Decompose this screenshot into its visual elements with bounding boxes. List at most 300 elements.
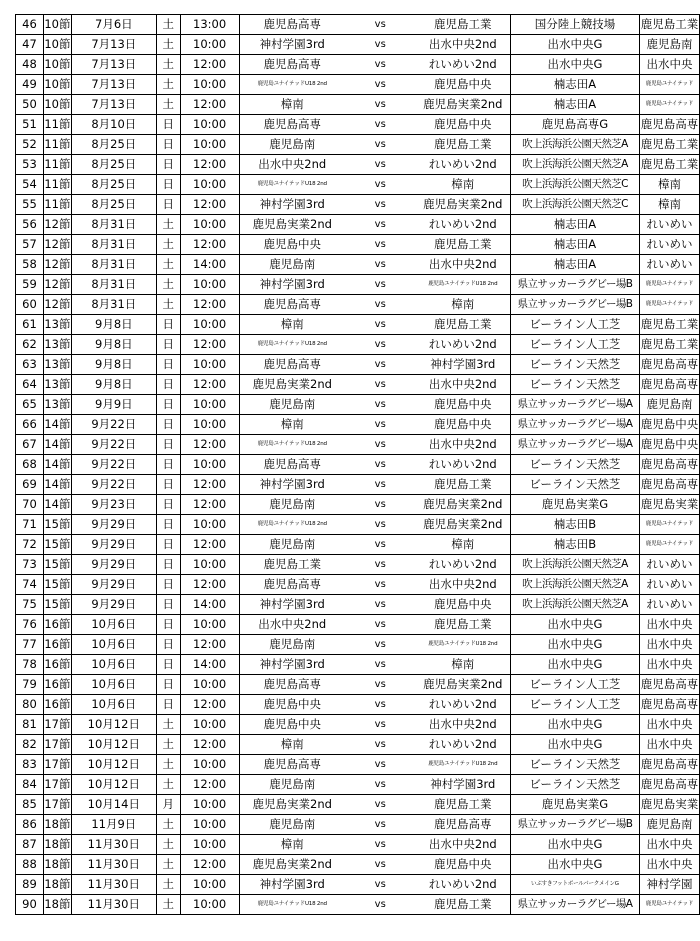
- home-team-cell: 鹿児島南: [239, 135, 345, 155]
- vs-label-cell: vs: [345, 755, 416, 775]
- away-team-cell: 出水中央2nd: [416, 35, 511, 55]
- match-number-cell: 54: [16, 175, 44, 195]
- date-cell: 9月22日: [71, 415, 156, 435]
- venue-cell: 鹿児島高専G: [511, 115, 640, 135]
- away-team-cell: 鹿児島工業: [416, 15, 511, 35]
- vs-label-cell: vs: [345, 255, 416, 275]
- match-number-cell: 68: [16, 455, 44, 475]
- home-team-cell: 鹿児島実業2nd: [239, 375, 345, 395]
- round-cell: 10節: [43, 15, 71, 35]
- home-team-cell: 鹿児島高専: [239, 15, 345, 35]
- kickoff-time-cell: 12:00: [180, 375, 239, 395]
- match-number-cell: 86: [16, 815, 44, 835]
- away-team-cell: 鹿児島工業: [416, 135, 511, 155]
- weekday-cell: 土: [156, 255, 180, 275]
- vs-label-cell: vs: [345, 575, 416, 595]
- table-row: [16, 675, 700, 695]
- home-team-cell: 鹿児島南: [239, 395, 345, 415]
- home-team-cell: 鹿児島南: [239, 255, 345, 275]
- date-cell: 11月30日: [71, 875, 156, 895]
- weekday-cell: 日: [156, 675, 180, 695]
- away-team-cell: 鹿児島ユナイテッドU18 2nd: [416, 755, 511, 775]
- vs-label-cell: vs: [345, 235, 416, 255]
- weekday-cell: 土: [156, 735, 180, 755]
- vs-label-cell: vs: [345, 815, 416, 835]
- host-school-cell: 出水中央: [639, 735, 699, 755]
- host-school-cell: 鹿児島ユナイテッド: [639, 95, 699, 115]
- home-team-cell: 鹿児島高専: [239, 355, 345, 375]
- venue-cell: ビーライン天然芝: [511, 375, 640, 395]
- weekday-cell: 日: [156, 655, 180, 675]
- table-row: [16, 435, 700, 455]
- kickoff-time-cell: 13:00: [180, 15, 239, 35]
- host-school-cell: 鹿児島ユナイテッド: [639, 515, 699, 535]
- host-school-cell: 出水中央: [639, 615, 699, 635]
- venue-cell: ビーライン人工芝: [511, 315, 640, 335]
- date-cell: 10月6日: [71, 635, 156, 655]
- vs-label-cell: vs: [345, 655, 416, 675]
- round-cell: 15節: [43, 535, 71, 555]
- weekday-cell: 土: [156, 815, 180, 835]
- kickoff-time-cell: 10:00: [180, 455, 239, 475]
- round-cell: 15節: [43, 595, 71, 615]
- venue-cell: ビーライン人工芝: [511, 335, 640, 355]
- round-cell: 18節: [43, 895, 71, 915]
- host-school-cell: 鹿児島工業: [639, 335, 699, 355]
- weekday-cell: 土: [156, 55, 180, 75]
- weekday-cell: 日: [156, 695, 180, 715]
- host-school-cell: 鹿児島実業: [639, 795, 699, 815]
- away-team-cell: 鹿児島工業: [416, 795, 511, 815]
- round-cell: 16節: [43, 635, 71, 655]
- away-team-cell: れいめい2nd: [416, 155, 511, 175]
- vs-label-cell: vs: [345, 415, 416, 435]
- date-cell: 7月13日: [71, 35, 156, 55]
- host-school-cell: 鹿児島工業: [639, 135, 699, 155]
- host-school-cell: 鹿児島中央: [639, 415, 699, 435]
- host-school-cell: 鹿児島ユナイテッド: [639, 275, 699, 295]
- vs-label-cell: vs: [345, 355, 416, 375]
- weekday-cell: 日: [156, 435, 180, 455]
- home-team-cell: 鹿児島高専: [239, 455, 345, 475]
- match-number-cell: 64: [16, 375, 44, 395]
- venue-cell: 吹上浜海浜公園天然芝A: [511, 135, 640, 155]
- vs-label-cell: vs: [345, 675, 416, 695]
- vs-label-cell: vs: [345, 715, 416, 735]
- match-number-cell: 56: [16, 215, 44, 235]
- home-team-cell: 神村学園3rd: [239, 195, 345, 215]
- home-team-cell: 出水中央2nd: [239, 155, 345, 175]
- vs-label-cell: vs: [345, 855, 416, 875]
- host-school-cell: 出水中央: [639, 715, 699, 735]
- venue-cell: 出水中央G: [511, 655, 640, 675]
- date-cell: 10月12日: [71, 715, 156, 735]
- away-team-cell: 出水中央2nd: [416, 435, 511, 455]
- round-cell: 10節: [43, 75, 71, 95]
- kickoff-time-cell: 10:00: [180, 415, 239, 435]
- kickoff-time-cell: 12:00: [180, 295, 239, 315]
- date-cell: 9月29日: [71, 555, 156, 575]
- kickoff-time-cell: 10:00: [180, 795, 239, 815]
- away-team-cell: 鹿児島中央: [416, 415, 511, 435]
- round-cell: 15節: [43, 555, 71, 575]
- round-cell: 16節: [43, 695, 71, 715]
- round-cell: 13節: [43, 315, 71, 335]
- venue-cell: ビーライン天然芝: [511, 455, 640, 475]
- venue-cell: 県立サッカーラグビー場A: [511, 435, 640, 455]
- away-team-cell: 樟南: [416, 535, 511, 555]
- kickoff-time-cell: 12:00: [180, 155, 239, 175]
- round-cell: 14節: [43, 475, 71, 495]
- host-school-cell: 樟南: [639, 175, 699, 195]
- home-team-cell: 鹿児島南: [239, 535, 345, 555]
- venue-cell: ビーライン天然芝: [511, 755, 640, 775]
- table-row: [16, 195, 700, 215]
- round-cell: 18節: [43, 835, 71, 855]
- host-school-cell: 鹿児島工業: [639, 15, 699, 35]
- date-cell: 10月12日: [71, 755, 156, 775]
- weekday-cell: 日: [156, 395, 180, 415]
- home-team-cell: 鹿児島高専: [239, 115, 345, 135]
- kickoff-time-cell: 10:00: [180, 315, 239, 335]
- vs-label-cell: vs: [345, 15, 416, 35]
- kickoff-time-cell: 14:00: [180, 595, 239, 615]
- match-number-cell: 90: [16, 895, 44, 915]
- weekday-cell: 日: [156, 315, 180, 335]
- table-row: [16, 555, 700, 575]
- host-school-cell: 樟南: [639, 195, 699, 215]
- match-number-cell: 80: [16, 695, 44, 715]
- home-team-cell: 神村学園3rd: [239, 595, 345, 615]
- match-number-cell: 52: [16, 135, 44, 155]
- venue-cell: 出水中央G: [511, 835, 640, 855]
- kickoff-time-cell: 10:00: [180, 115, 239, 135]
- round-cell: 15節: [43, 575, 71, 595]
- venue-cell: 県立サッカーラグビー場A: [511, 395, 640, 415]
- venue-cell: 吹上浜海浜公園天然芝A: [511, 575, 640, 595]
- weekday-cell: 土: [156, 755, 180, 775]
- table-row: [16, 855, 700, 875]
- date-cell: 9月22日: [71, 455, 156, 475]
- vs-label-cell: vs: [345, 735, 416, 755]
- schedule-rows: [16, 15, 700, 915]
- away-team-cell: 樟南: [416, 295, 511, 315]
- host-school-cell: 出水中央: [639, 855, 699, 875]
- table-row: [16, 655, 700, 675]
- venue-cell: ビーライン天然芝: [511, 355, 640, 375]
- round-cell: 11節: [43, 195, 71, 215]
- date-cell: 8月25日: [71, 175, 156, 195]
- vs-label-cell: vs: [345, 315, 416, 335]
- weekday-cell: 土: [156, 75, 180, 95]
- home-team-cell: 神村学園3rd: [239, 475, 345, 495]
- round-cell: 10節: [43, 55, 71, 75]
- date-cell: 8月31日: [71, 295, 156, 315]
- venue-cell: ビーライン人工芝: [511, 695, 640, 715]
- date-cell: 10月6日: [71, 615, 156, 635]
- host-school-cell: 出水中央: [639, 55, 699, 75]
- vs-label-cell: vs: [345, 495, 416, 515]
- home-team-cell: 鹿児島ユナイテッドU18 2nd: [239, 435, 345, 455]
- venue-cell: 出水中央G: [511, 635, 640, 655]
- table-row: [16, 135, 700, 155]
- host-school-cell: 出水中央: [639, 635, 699, 655]
- away-team-cell: れいめい2nd: [416, 55, 511, 75]
- match-number-cell: 89: [16, 875, 44, 895]
- table-row: [16, 335, 700, 355]
- table-row: [16, 175, 700, 195]
- weekday-cell: 土: [156, 775, 180, 795]
- match-number-cell: 75: [16, 595, 44, 615]
- match-number-cell: 58: [16, 255, 44, 275]
- weekday-cell: 月: [156, 795, 180, 815]
- host-school-cell: 鹿児島ユナイテッド: [639, 895, 699, 915]
- host-school-cell: 鹿児島高専: [639, 455, 699, 475]
- home-team-cell: 鹿児島高専: [239, 755, 345, 775]
- host-school-cell: 鹿児島高専: [639, 375, 699, 395]
- match-schedule-table: [15, 14, 700, 915]
- away-team-cell: れいめい2nd: [416, 335, 511, 355]
- match-number-cell: 50: [16, 95, 44, 115]
- weekday-cell: 土: [156, 715, 180, 735]
- vs-label-cell: vs: [345, 895, 416, 915]
- date-cell: 10月12日: [71, 775, 156, 795]
- venue-cell: 楠志田A: [511, 75, 640, 95]
- table-row: [16, 415, 700, 435]
- weekday-cell: 日: [156, 155, 180, 175]
- host-school-cell: 鹿児島高専: [639, 115, 699, 135]
- date-cell: 8月31日: [71, 235, 156, 255]
- match-number-cell: 60: [16, 295, 44, 315]
- venue-cell: 鹿児島実業G: [511, 795, 640, 815]
- venue-cell: 楠志田A: [511, 255, 640, 275]
- host-school-cell: 鹿児島中央: [639, 435, 699, 455]
- host-school-cell: 鹿児島工業: [639, 155, 699, 175]
- venue-cell: 出水中央G: [511, 615, 640, 635]
- weekday-cell: 日: [156, 335, 180, 355]
- date-cell: 8月31日: [71, 275, 156, 295]
- weekday-cell: 土: [156, 275, 180, 295]
- home-team-cell: 鹿児島ユナイテッドU18 2nd: [239, 895, 345, 915]
- date-cell: 11月30日: [71, 895, 156, 915]
- away-team-cell: 鹿児島中央: [416, 115, 511, 135]
- table-row: [16, 295, 700, 315]
- venue-cell: ビーライン人工芝: [511, 675, 640, 695]
- match-number-cell: 59: [16, 275, 44, 295]
- vs-label-cell: vs: [345, 275, 416, 295]
- table-row: [16, 535, 700, 555]
- home-team-cell: 出水中央2nd: [239, 615, 345, 635]
- weekday-cell: 日: [156, 195, 180, 215]
- table-row: [16, 95, 700, 115]
- weekday-cell: 土: [156, 35, 180, 55]
- table-row: [16, 275, 700, 295]
- venue-cell: 県立サッカーラグビー場B: [511, 295, 640, 315]
- vs-label-cell: vs: [345, 515, 416, 535]
- round-cell: 11節: [43, 175, 71, 195]
- match-number-cell: 88: [16, 855, 44, 875]
- venue-cell: 出水中央G: [511, 855, 640, 875]
- match-number-cell: 81: [16, 715, 44, 735]
- venue-cell: 出水中央G: [511, 35, 640, 55]
- host-school-cell: 神村学園: [639, 875, 699, 895]
- kickoff-time-cell: 12:00: [180, 495, 239, 515]
- weekday-cell: 土: [156, 95, 180, 115]
- vs-label-cell: vs: [345, 695, 416, 715]
- venue-cell: 鹿児島実業G: [511, 495, 640, 515]
- round-cell: 17節: [43, 775, 71, 795]
- table-row: [16, 815, 700, 835]
- venue-cell: 出水中央G: [511, 55, 640, 75]
- table-row: [16, 115, 700, 135]
- table-row: [16, 875, 700, 895]
- kickoff-time-cell: 12:00: [180, 95, 239, 115]
- kickoff-time-cell: 10:00: [180, 615, 239, 635]
- round-cell: 18節: [43, 815, 71, 835]
- host-school-cell: 鹿児島南: [639, 35, 699, 55]
- kickoff-time-cell: 10:00: [180, 135, 239, 155]
- away-team-cell: れいめい2nd: [416, 555, 511, 575]
- weekday-cell: 土: [156, 215, 180, 235]
- venue-cell: 県立サッカーラグビー場B: [511, 815, 640, 835]
- weekday-cell: 日: [156, 535, 180, 555]
- match-number-cell: 87: [16, 835, 44, 855]
- host-school-cell: 鹿児島高専: [639, 755, 699, 775]
- date-cell: 7月6日: [71, 15, 156, 35]
- round-cell: 13節: [43, 395, 71, 415]
- host-school-cell: 鹿児島南: [639, 815, 699, 835]
- date-cell: 10月14日: [71, 795, 156, 815]
- match-number-cell: 63: [16, 355, 44, 375]
- date-cell: 9月29日: [71, 515, 156, 535]
- venue-cell: 吹上浜海浜公園天然芝C: [511, 175, 640, 195]
- weekday-cell: 日: [156, 575, 180, 595]
- date-cell: 8月25日: [71, 195, 156, 215]
- date-cell: 9月9日: [71, 395, 156, 415]
- match-number-cell: 84: [16, 775, 44, 795]
- vs-label-cell: vs: [345, 135, 416, 155]
- table-row: [16, 215, 700, 235]
- home-team-cell: 鹿児島実業2nd: [239, 215, 345, 235]
- away-team-cell: 出水中央2nd: [416, 835, 511, 855]
- weekday-cell: 日: [156, 595, 180, 615]
- round-cell: 17節: [43, 795, 71, 815]
- home-team-cell: 鹿児島ユナイテッドU18 2nd: [239, 75, 345, 95]
- round-cell: 18節: [43, 875, 71, 895]
- away-team-cell: 鹿児島実業2nd: [416, 95, 511, 115]
- kickoff-time-cell: 10:00: [180, 895, 239, 915]
- kickoff-time-cell: 10:00: [180, 835, 239, 855]
- host-school-cell: 鹿児島実業: [639, 495, 699, 515]
- kickoff-time-cell: 10:00: [180, 35, 239, 55]
- host-school-cell: 出水中央: [639, 655, 699, 675]
- kickoff-time-cell: 10:00: [180, 75, 239, 95]
- away-team-cell: 鹿児島中央: [416, 75, 511, 95]
- table-row: [16, 35, 700, 55]
- kickoff-time-cell: 10:00: [180, 815, 239, 835]
- round-cell: 12節: [43, 215, 71, 235]
- weekday-cell: 日: [156, 635, 180, 655]
- match-number-cell: 73: [16, 555, 44, 575]
- away-team-cell: 鹿児島中央: [416, 595, 511, 615]
- vs-label-cell: vs: [345, 35, 416, 55]
- kickoff-time-cell: 12:00: [180, 775, 239, 795]
- match-number-cell: 79: [16, 675, 44, 695]
- date-cell: 8月25日: [71, 155, 156, 175]
- vs-label-cell: vs: [345, 475, 416, 495]
- away-team-cell: 鹿児島工業: [416, 235, 511, 255]
- kickoff-time-cell: 10:00: [180, 355, 239, 375]
- venue-cell: いぶすきフットボールパークメインG: [511, 875, 640, 895]
- match-number-cell: 49: [16, 75, 44, 95]
- table-row: [16, 235, 700, 255]
- away-team-cell: 出水中央2nd: [416, 375, 511, 395]
- kickoff-time-cell: 12:00: [180, 635, 239, 655]
- vs-label-cell: vs: [345, 635, 416, 655]
- weekday-cell: 日: [156, 515, 180, 535]
- round-cell: 16節: [43, 615, 71, 635]
- host-school-cell: 鹿児島ユナイテッド: [639, 75, 699, 95]
- table-row: [16, 575, 700, 595]
- away-team-cell: 樟南: [416, 175, 511, 195]
- away-team-cell: 鹿児島実業2nd: [416, 515, 511, 535]
- home-team-cell: 神村学園3rd: [239, 275, 345, 295]
- home-team-cell: 神村学園3rd: [239, 655, 345, 675]
- table-row: [16, 455, 700, 475]
- away-team-cell: 鹿児島実業2nd: [416, 195, 511, 215]
- home-team-cell: 鹿児島南: [239, 635, 345, 655]
- kickoff-time-cell: 12:00: [180, 575, 239, 595]
- home-team-cell: 樟南: [239, 735, 345, 755]
- table-row: [16, 375, 700, 395]
- table-row: [16, 15, 700, 35]
- vs-label-cell: vs: [345, 435, 416, 455]
- away-team-cell: 出水中央2nd: [416, 715, 511, 735]
- match-number-cell: 46: [16, 15, 44, 35]
- venue-cell: 県立サッカーラグビー場B: [511, 275, 640, 295]
- venue-cell: 楠志田A: [511, 95, 640, 115]
- match-number-cell: 61: [16, 315, 44, 335]
- away-team-cell: 鹿児島ユナイテッドU18 2nd: [416, 275, 511, 295]
- round-cell: 14節: [43, 455, 71, 475]
- round-cell: 17節: [43, 715, 71, 735]
- date-cell: 8月10日: [71, 115, 156, 135]
- vs-label-cell: vs: [345, 595, 416, 615]
- round-cell: 12節: [43, 275, 71, 295]
- table-row: [16, 895, 700, 915]
- kickoff-time-cell: 12:00: [180, 55, 239, 75]
- vs-label-cell: vs: [345, 395, 416, 415]
- away-team-cell: 鹿児島実業2nd: [416, 675, 511, 695]
- round-cell: 14節: [43, 435, 71, 455]
- round-cell: 11節: [43, 155, 71, 175]
- away-team-cell: 出水中央2nd: [416, 255, 511, 275]
- home-team-cell: 鹿児島ユナイテッドU18 2nd: [239, 335, 345, 355]
- venue-cell: 楠志田A: [511, 215, 640, 235]
- kickoff-time-cell: 12:00: [180, 535, 239, 555]
- round-cell: 16節: [43, 655, 71, 675]
- table-row: [16, 75, 700, 95]
- date-cell: 10月6日: [71, 675, 156, 695]
- venue-cell: 県立サッカーラグビー場A: [511, 415, 640, 435]
- table-row: [16, 475, 700, 495]
- weekday-cell: 日: [156, 115, 180, 135]
- date-cell: 10月6日: [71, 655, 156, 675]
- host-school-cell: 鹿児島工業: [639, 315, 699, 335]
- weekday-cell: 土: [156, 295, 180, 315]
- table-row: [16, 735, 700, 755]
- host-school-cell: 鹿児島ユナイテッド: [639, 535, 699, 555]
